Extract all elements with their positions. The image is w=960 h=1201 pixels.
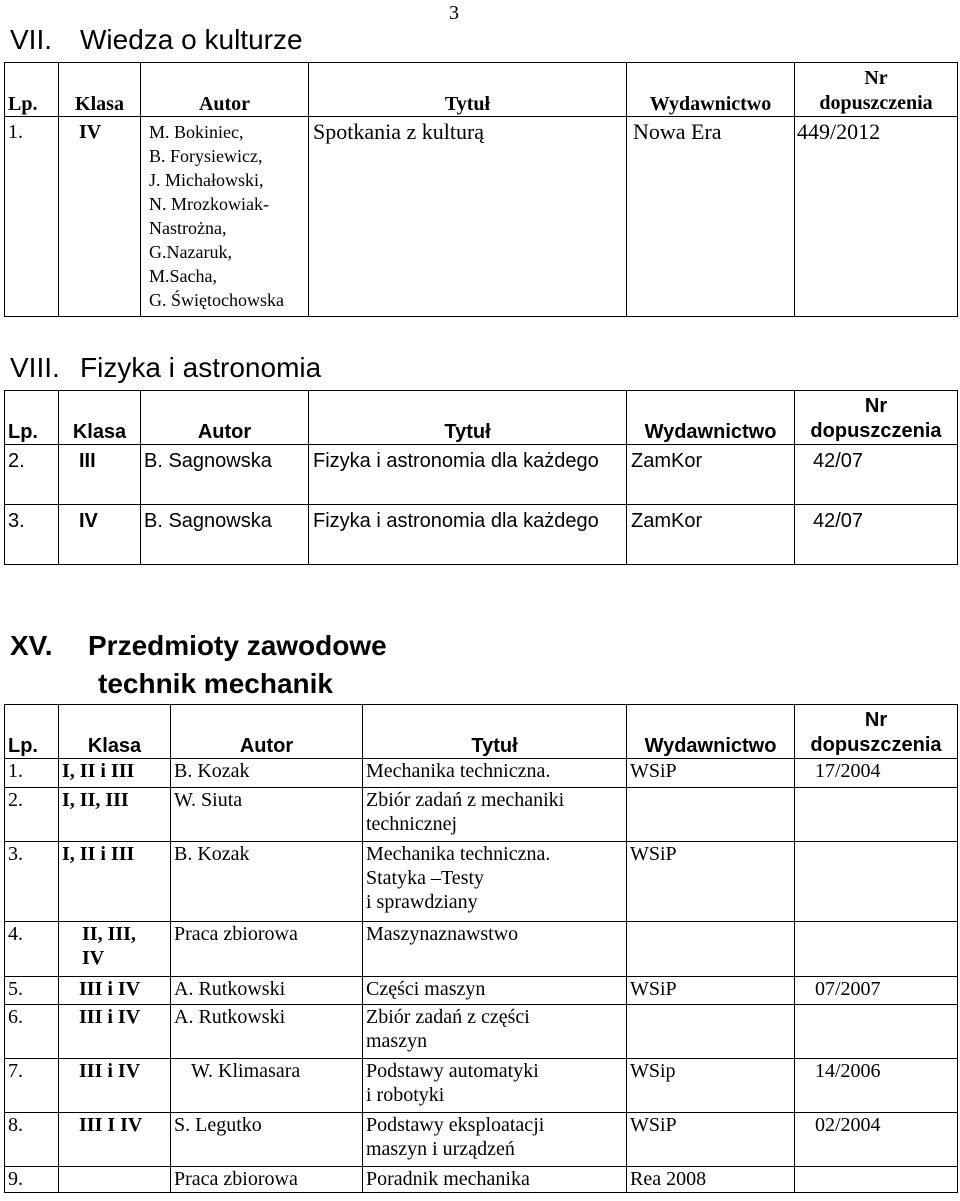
cell-lp: 3. <box>5 505 59 565</box>
autor-line: Nastrożna, <box>149 218 227 238</box>
section-number: XV. <box>10 630 53 661</box>
cell-wydawnictwo: WSiP <box>627 977 795 1005</box>
col-header-autor: Autor <box>141 391 309 445</box>
section-title: Fizyka i astronomia <box>80 352 322 383</box>
col-header-dopuszczenia: dopuszczenia <box>819 92 933 114</box>
autor-line: J. Michałowski, <box>149 170 264 190</box>
autor-line: G.Nazaruk, <box>149 242 232 262</box>
table-row <box>5 842 958 922</box>
cell-klasa: I, II i III <box>59 759 171 788</box>
table-row <box>5 1005 958 1059</box>
cell-autor: Praca zbiorowa <box>171 922 363 977</box>
cell-tytul: Spotkania z kulturą <box>309 117 627 317</box>
cell-lp: 7. <box>5 1059 59 1113</box>
tytul-line: Części maszyn <box>366 978 486 1000</box>
col-header-nr-dopuszczenia <box>795 63 958 117</box>
cell-autor <box>141 117 309 317</box>
col-header-nr: Nr <box>864 709 888 731</box>
table-row <box>5 1113 958 1167</box>
cell-klasa: III i IV <box>59 1059 171 1113</box>
col-header-autor: Autor <box>141 63 309 117</box>
col-header-dopuszczenia: dopuszczenia <box>810 420 942 442</box>
table-row <box>5 117 958 317</box>
cell-nr <box>795 922 958 977</box>
page-number: 3 <box>449 2 459 24</box>
cell-autor: S. Legutko <box>171 1113 363 1167</box>
col-header-nr-dopuszczenia <box>795 705 958 759</box>
tytul-line: Mechanika techniczna. <box>366 843 551 865</box>
section-heading-xv <box>10 630 387 662</box>
cell-wydawnictwo <box>627 922 795 977</box>
cell-wydawnictwo <box>627 1005 795 1059</box>
col-header-wydawnictwo: Wydawnictwo <box>627 391 795 445</box>
tytul-line: i robotyki <box>366 1084 445 1106</box>
cell-nr <box>795 1005 958 1059</box>
cell-autor: B. Kozak <box>171 842 363 922</box>
cell-lp: 5. <box>5 977 59 1005</box>
cell-nr <box>795 842 958 922</box>
cell-autor: A. Rutkowski <box>171 977 363 1005</box>
col-header-nr-dopuszczenia <box>795 391 958 445</box>
cell-lp: 4. <box>5 922 59 977</box>
col-header-dopuszczenia: dopuszczenia <box>810 734 942 756</box>
cell-tytul <box>363 1113 627 1167</box>
cell-klasa <box>59 1167 171 1193</box>
cell-tytul <box>363 842 627 922</box>
autor-line: B. Forysiewicz, <box>149 146 263 166</box>
col-header-klasa: Klasa <box>59 391 141 445</box>
cell-lp: 2. <box>5 788 59 842</box>
col-header-tytul: Tytuł <box>309 63 627 117</box>
cell-lp: 8. <box>5 1113 59 1167</box>
cell-autor: B. Sagnowska <box>141 505 309 565</box>
cell-klasa: III <box>59 445 141 505</box>
table-row <box>5 445 958 505</box>
cell-tytul <box>363 1005 627 1059</box>
table-przedmioty-zawodowe <box>4 704 958 1193</box>
cell-nr: 14/2006 <box>795 1059 958 1113</box>
table-row <box>5 977 958 1005</box>
section-subtitle: technik mechanik <box>98 668 333 699</box>
col-header-nr: Nr <box>864 395 888 417</box>
cell-autor: W. Siuta <box>171 788 363 842</box>
cell-klasa: I, II, III <box>59 788 171 842</box>
autor-line: G. Świętochowska <box>149 290 284 310</box>
col-header-wydawnictwo: Wydawnictwo <box>627 63 795 117</box>
cell-lp: 6. <box>5 1005 59 1059</box>
cell-klasa: IV <box>59 505 141 565</box>
cell-wydawnictwo: WSiP <box>627 759 795 788</box>
cell-tytul <box>363 922 627 977</box>
table-row <box>5 1167 958 1193</box>
cell-tytul <box>363 1167 627 1193</box>
tytul-line: i sprawdziany <box>366 891 478 913</box>
cell-tytul: Fizyka i astronomia dla każdego <box>309 505 627 565</box>
tytul-line: Mechanika techniczna. <box>366 760 551 782</box>
cell-autor: W. Klimasara <box>171 1059 363 1113</box>
tytul-line: Podstawy eksploatacji <box>366 1114 545 1136</box>
cell-tytul <box>363 759 627 788</box>
cell-tytul: Fizyka i astronomia dla każdego <box>309 445 627 505</box>
table-header-row <box>5 705 958 759</box>
autor-line: M.Sacha, <box>149 266 217 286</box>
tytul-line: Podstawy automatyki <box>366 1060 539 1082</box>
cell-nr: 42/07 <box>795 505 958 565</box>
cell-nr: 42/07 <box>795 445 958 505</box>
klasa-line: IV <box>82 947 105 969</box>
cell-wydawnictwo: WSiP <box>627 842 795 922</box>
cell-autor: A. Rutkowski <box>171 1005 363 1059</box>
table-row <box>5 922 958 977</box>
col-header-lp: Lp. <box>5 391 59 445</box>
col-header-klasa: Klasa <box>59 63 141 117</box>
cell-wydawnictwo: WSiP <box>627 1113 795 1167</box>
tytul-line: maszyn i urządzeń <box>366 1138 515 1160</box>
cell-klasa: I, II i III <box>59 842 171 922</box>
cell-autor: B. Sagnowska <box>141 445 309 505</box>
tytul-line: Statyka –Testy <box>366 867 485 889</box>
table-header-row <box>5 391 958 445</box>
col-header-autor: Autor <box>171 705 363 759</box>
col-header-lp: Lp. <box>5 63 59 117</box>
tytul-line: Poradnik mechanika <box>366 1168 530 1190</box>
cell-wydawnictwo: Nowa Era <box>627 117 795 317</box>
cell-nr <box>795 788 958 842</box>
section-title: Przedmioty zawodowe <box>88 630 387 661</box>
autor-line: M. Bokiniec, <box>149 122 244 142</box>
cell-nr: 02/2004 <box>795 1113 958 1167</box>
cell-lp: 1. <box>5 117 59 317</box>
cell-nr: 449/2012 <box>795 117 958 317</box>
tytul-line: Zbiór zadań z mechaniki <box>366 789 565 811</box>
cell-klasa: III i IV <box>59 977 171 1005</box>
tytul-line: Maszynaznawstwo <box>366 923 519 945</box>
klasa-line: II, III, <box>82 923 136 945</box>
cell-lp: 1. <box>5 759 59 788</box>
cell-lp: 9. <box>5 1167 59 1193</box>
tytul-line: maszyn <box>366 1030 428 1052</box>
table-fizyka <box>4 390 958 565</box>
table-header-row <box>5 63 958 117</box>
cell-nr: 07/2007 <box>795 977 958 1005</box>
cell-nr <box>795 1167 958 1193</box>
cell-klasa <box>59 922 171 977</box>
cell-wydawnictwo: Rea 2008 <box>627 1167 795 1193</box>
cell-tytul <box>363 788 627 842</box>
table-wiedza-o-kulturze <box>4 62 958 317</box>
table-row <box>5 788 958 842</box>
table-row <box>5 1059 958 1113</box>
section-title: Wiedza o kulturze <box>80 24 303 55</box>
tytul-line: Zbiór zadań z części <box>366 1006 530 1028</box>
col-header-wydawnictwo: Wydawnictwo <box>627 705 795 759</box>
cell-autor: B. Kozak <box>171 759 363 788</box>
cell-nr: 17/2004 <box>795 759 958 788</box>
cell-klasa: III I IV <box>59 1113 171 1167</box>
cell-tytul <box>363 977 627 1005</box>
cell-lp: 3. <box>5 842 59 922</box>
table-row <box>5 759 958 788</box>
col-header-klasa: Klasa <box>59 705 171 759</box>
col-header-lp: Lp. <box>5 705 59 759</box>
cell-autor: Praca zbiorowa <box>171 1167 363 1193</box>
tytul-line: technicznej <box>366 813 458 835</box>
cell-wydawnictwo: WSip <box>627 1059 795 1113</box>
col-header-nr: Nr <box>864 67 888 89</box>
section-number: VIII. <box>10 352 60 383</box>
section-heading-viii <box>10 352 321 384</box>
cell-wydawnictwo: ZamKor <box>627 445 795 505</box>
cell-wydawnictwo <box>627 788 795 842</box>
table-row <box>5 505 958 565</box>
cell-klasa: III i IV <box>59 1005 171 1059</box>
section-number: VII. <box>10 24 53 55</box>
cell-lp: 2. <box>5 445 59 505</box>
cell-wydawnictwo: ZamKor <box>627 505 795 565</box>
col-header-tytul: Tytuł <box>309 391 627 445</box>
autor-line: N. Mrozkowiak- <box>149 194 269 214</box>
cell-tytul <box>363 1059 627 1113</box>
cell-klasa: IV <box>59 117 141 317</box>
col-header-tytul: Tytuł <box>363 705 627 759</box>
section-heading-vii <box>10 24 303 56</box>
